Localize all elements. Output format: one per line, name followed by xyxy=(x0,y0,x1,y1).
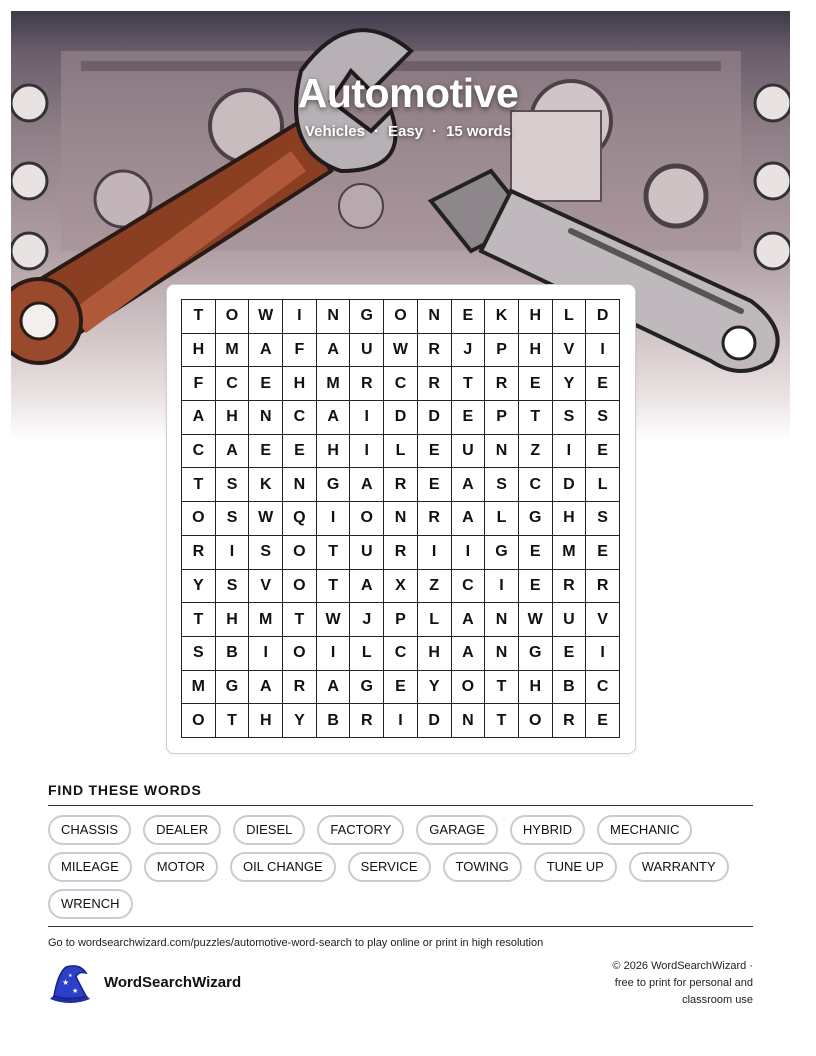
grid-cell[interactable]: N xyxy=(451,704,485,738)
grid-cell[interactable]: E xyxy=(518,535,552,569)
grid-cell[interactable]: G xyxy=(350,670,384,704)
grid-cell[interactable]: K xyxy=(485,300,519,334)
grid-cell[interactable]: E xyxy=(451,300,485,334)
grid-cell[interactable]: L xyxy=(384,434,418,468)
grid-cell[interactable]: M xyxy=(182,670,216,704)
grid-cell[interactable]: C xyxy=(384,636,418,670)
grid-row xyxy=(182,434,620,468)
grid-cell[interactable]: S xyxy=(249,535,283,569)
grid-cell[interactable]: T xyxy=(182,603,216,637)
grid-cell[interactable]: D xyxy=(384,401,418,435)
grid-cell[interactable]: I xyxy=(316,502,350,536)
grid-cell[interactable]: I xyxy=(417,535,451,569)
grid-cell[interactable]: G xyxy=(316,468,350,502)
grid-cell[interactable]: N xyxy=(249,401,283,435)
grid-cell[interactable]: A xyxy=(215,434,249,468)
grid-cell[interactable]: S xyxy=(552,401,586,435)
grid-cell[interactable]: R xyxy=(384,468,418,502)
grid-cell[interactable]: O xyxy=(182,704,216,738)
grid-cell[interactable]: E xyxy=(283,434,317,468)
grid-row xyxy=(182,502,620,536)
grid-cell[interactable]: P xyxy=(485,401,519,435)
grid-cell[interactable]: A xyxy=(451,603,485,637)
divider xyxy=(48,805,753,806)
grid-cell[interactable]: R xyxy=(350,704,384,738)
grid-cell[interactable]: M xyxy=(316,367,350,401)
grid-cell[interactable]: L xyxy=(417,603,451,637)
grid-cell[interactable]: H xyxy=(552,502,586,536)
grid-cell[interactable]: E xyxy=(586,704,620,738)
grid-cell[interactable]: R xyxy=(485,367,519,401)
grid-row xyxy=(182,535,620,569)
grid-cell[interactable]: N xyxy=(485,434,519,468)
copyright-line: classroom use xyxy=(682,994,753,1006)
grid-cell[interactable]: Z xyxy=(417,569,451,603)
grid-cell[interactable]: O xyxy=(518,704,552,738)
grid-cell[interactable]: T xyxy=(182,468,216,502)
word-chip: FACTORY xyxy=(317,815,404,845)
grid-cell[interactable]: S xyxy=(215,502,249,536)
grid-cell[interactable]: T xyxy=(518,401,552,435)
grid-cell[interactable]: D xyxy=(552,468,586,502)
grid-cell[interactable]: O xyxy=(283,535,317,569)
grid-cell[interactable]: V xyxy=(586,603,620,637)
grid-cell[interactable]: Y xyxy=(552,367,586,401)
grid-cell[interactable]: E xyxy=(249,434,283,468)
grid-cell[interactable]: A xyxy=(182,401,216,435)
grid-cell[interactable]: A xyxy=(350,468,384,502)
grid-cell[interactable]: T xyxy=(283,603,317,637)
copyright-line: free to print for personal and xyxy=(614,977,753,989)
word-chip: DIESEL xyxy=(233,815,305,845)
grid-cell[interactable]: H xyxy=(417,636,451,670)
grid-cell[interactable]: R xyxy=(552,704,586,738)
grid-cell[interactable]: E xyxy=(586,535,620,569)
grid-cell[interactable]: A xyxy=(316,670,350,704)
grid-cell[interactable]: R xyxy=(182,535,216,569)
svg-text:★: ★ xyxy=(62,978,70,987)
grid-cell[interactable]: O xyxy=(283,636,317,670)
grid-cell[interactable]: E xyxy=(417,434,451,468)
grid-cell[interactable]: A xyxy=(249,333,283,367)
grid-cell[interactable]: R xyxy=(283,670,317,704)
footer-url-text: Go to wordsearchwizard.com/puzzles/automotive-word-search to play online or print in high resolution xyxy=(48,937,544,949)
word-chip: SERVICE xyxy=(348,852,431,882)
grid-cell[interactable]: R xyxy=(384,535,418,569)
grid-row xyxy=(182,300,620,334)
grid-cell[interactable]: H xyxy=(518,333,552,367)
grid-cell[interactable]: I xyxy=(316,636,350,670)
grid-cell[interactable]: V xyxy=(249,569,283,603)
grid-cell[interactable]: C xyxy=(451,569,485,603)
grid-cell[interactable]: E xyxy=(451,401,485,435)
word-chip: MILEAGE xyxy=(48,852,132,882)
grid-cell[interactable]: C xyxy=(182,434,216,468)
grid-cell[interactable]: T xyxy=(485,704,519,738)
grid-cell[interactable]: B xyxy=(316,704,350,738)
grid-cell[interactable]: W xyxy=(249,300,283,334)
grid-cell[interactable]: E xyxy=(552,636,586,670)
grid-cell[interactable]: N xyxy=(485,636,519,670)
word-chip: CHASSIS xyxy=(48,815,131,845)
grid-cell[interactable]: T xyxy=(451,367,485,401)
grid-cell[interactable]: N xyxy=(384,502,418,536)
word-chip: TUNE UP xyxy=(534,852,617,882)
grid-cell[interactable]: G xyxy=(215,670,249,704)
grid-cell[interactable]: I xyxy=(552,434,586,468)
grid-cell[interactable]: A xyxy=(451,468,485,502)
grid-cell[interactable]: U xyxy=(350,535,384,569)
separator: · xyxy=(432,123,438,140)
grid-cell[interactable]: L xyxy=(350,636,384,670)
grid-cell[interactable]: J xyxy=(451,333,485,367)
grid-cell[interactable]: H xyxy=(182,333,216,367)
grid-cell[interactable]: I xyxy=(451,535,485,569)
grid-cell[interactable]: I xyxy=(586,636,620,670)
grid-cell[interactable]: N xyxy=(283,468,317,502)
svg-text:★: ★ xyxy=(72,987,79,995)
grid-cell[interactable]: U xyxy=(552,603,586,637)
grid-cell[interactable]: O xyxy=(451,670,485,704)
grid-cell[interactable]: E xyxy=(518,367,552,401)
svg-text:★: ★ xyxy=(68,973,73,979)
grid-cell[interactable]: E xyxy=(518,569,552,603)
grid-cell[interactable]: N xyxy=(417,300,451,334)
grid-cell[interactable]: U xyxy=(451,434,485,468)
grid-cell[interactable]: A xyxy=(249,670,283,704)
grid-cell[interactable]: H xyxy=(316,434,350,468)
grid-cell[interactable]: I xyxy=(350,434,384,468)
grid-cell[interactable]: R xyxy=(417,333,451,367)
grid-cell[interactable]: L xyxy=(485,502,519,536)
grid-row xyxy=(182,401,620,435)
grid-cell[interactable]: G xyxy=(485,535,519,569)
grid-cell[interactable]: C xyxy=(518,468,552,502)
grid-cell[interactable]: O xyxy=(283,569,317,603)
grid-cell[interactable]: L xyxy=(586,468,620,502)
grid-cell[interactable]: O xyxy=(350,502,384,536)
grid-cell[interactable]: D xyxy=(417,401,451,435)
grid-cell[interactable]: P xyxy=(485,333,519,367)
grid-cell[interactable]: E xyxy=(417,468,451,502)
grid-row xyxy=(182,670,620,704)
word-chip: MOTOR xyxy=(144,852,218,882)
grid-cell[interactable]: D xyxy=(586,300,620,334)
grid-cell[interactable]: H xyxy=(518,300,552,334)
brand-name: WordSearchWizard xyxy=(104,974,242,991)
grid-cell[interactable]: C xyxy=(586,670,620,704)
grid-cell[interactable]: D xyxy=(417,704,451,738)
copyright-notice xyxy=(553,958,753,1009)
grid-cell[interactable]: R xyxy=(586,569,620,603)
grid-cell[interactable]: C xyxy=(283,401,317,435)
grid-cell[interactable]: I xyxy=(215,535,249,569)
category-label: Vehicles xyxy=(304,123,365,140)
word-count-label: 15 words xyxy=(446,123,512,140)
grid-cell[interactable]: G xyxy=(350,300,384,334)
letter-grid xyxy=(181,299,620,738)
word-chip: WARRANTY xyxy=(629,852,729,882)
grid-cell[interactable]: I xyxy=(384,704,418,738)
grid-row xyxy=(182,636,620,670)
grid-cell[interactable]: I xyxy=(350,401,384,435)
grid-cell[interactable]: S xyxy=(215,468,249,502)
grid-cell[interactable]: E xyxy=(249,367,283,401)
grid-row xyxy=(182,468,620,502)
grid-cell[interactable]: E xyxy=(384,670,418,704)
divider xyxy=(48,926,753,927)
wizard-hat-icon xyxy=(46,963,94,1005)
grid-cell[interactable]: C xyxy=(384,367,418,401)
grid-cell[interactable]: B xyxy=(552,670,586,704)
word-chip: MECHANIC xyxy=(597,815,692,845)
grid-cell[interactable]: R xyxy=(417,502,451,536)
grid-cell[interactable]: S xyxy=(215,569,249,603)
word-chip: HYBRID xyxy=(510,815,585,845)
grid-cell[interactable]: W xyxy=(249,502,283,536)
grid-cell[interactable]: Q xyxy=(283,502,317,536)
grid-cell[interactable]: W xyxy=(316,603,350,637)
grid-cell[interactable]: A xyxy=(316,401,350,435)
grid-cell[interactable]: S xyxy=(182,636,216,670)
grid-cell[interactable]: C xyxy=(215,367,249,401)
grid-cell[interactable]: E xyxy=(586,367,620,401)
separator: · xyxy=(373,123,379,140)
grid-cell[interactable]: A xyxy=(451,502,485,536)
grid-cell[interactable]: H xyxy=(283,367,317,401)
word-chip: GARAGE xyxy=(416,815,498,845)
grid-cell[interactable]: I xyxy=(249,636,283,670)
word-chip: OIL CHANGE xyxy=(230,852,336,882)
grid-cell[interactable]: T xyxy=(182,300,216,334)
grid-cell[interactable]: O xyxy=(215,300,249,334)
word-list-heading: FIND THESE WORDS xyxy=(48,782,202,798)
grid-cell[interactable]: T xyxy=(215,704,249,738)
word-chip: TOWING xyxy=(443,852,522,882)
grid-cell[interactable]: A xyxy=(451,636,485,670)
grid-row xyxy=(182,704,620,738)
grid-cell[interactable]: V xyxy=(552,333,586,367)
grid-cell[interactable]: H xyxy=(215,603,249,637)
grid-cell[interactable]: N xyxy=(485,603,519,637)
grid-row xyxy=(182,603,620,637)
grid-cell[interactable]: I xyxy=(283,300,317,334)
grid-cell[interactable]: U xyxy=(350,333,384,367)
grid-cell[interactable]: T xyxy=(316,535,350,569)
grid-cell[interactable]: G xyxy=(518,502,552,536)
grid-cell[interactable]: S xyxy=(586,401,620,435)
grid-row xyxy=(182,569,620,603)
grid-cell[interactable]: T xyxy=(316,569,350,603)
grid-cell[interactable]: B xyxy=(215,636,249,670)
grid-cell[interactable]: K xyxy=(249,468,283,502)
grid-cell[interactable]: Z xyxy=(518,434,552,468)
grid-cell[interactable]: H xyxy=(518,670,552,704)
grid-cell[interactable]: H xyxy=(249,704,283,738)
grid-cell[interactable]: O xyxy=(384,300,418,334)
grid-cell[interactable]: F xyxy=(182,367,216,401)
page-title: Automotive xyxy=(297,70,519,116)
difficulty-label: Easy xyxy=(387,123,424,140)
grid-cell[interactable]: I xyxy=(586,333,620,367)
word-chip: DEALER xyxy=(143,815,221,845)
grid-cell[interactable]: S xyxy=(586,502,620,536)
grid-cell[interactable]: R xyxy=(350,367,384,401)
grid-cell[interactable]: W xyxy=(384,333,418,367)
grid-cell[interactable]: M xyxy=(249,603,283,637)
grid-cell[interactable]: Y xyxy=(283,704,317,738)
grid-cell[interactable]: A xyxy=(350,569,384,603)
grid-cell[interactable]: R xyxy=(552,569,586,603)
grid-cell[interactable]: H xyxy=(215,401,249,435)
grid-cell[interactable]: O xyxy=(182,502,216,536)
grid-cell[interactable]: X xyxy=(384,569,418,603)
grid-cell[interactable]: J xyxy=(350,603,384,637)
grid-row xyxy=(182,333,620,367)
grid-cell[interactable]: G xyxy=(518,636,552,670)
grid-cell[interactable]: E xyxy=(586,434,620,468)
grid-cell[interactable]: F xyxy=(283,333,317,367)
word-list xyxy=(48,815,758,919)
grid-cell[interactable]: W xyxy=(518,603,552,637)
grid-cell[interactable]: S xyxy=(485,468,519,502)
word-chip: WRENCH xyxy=(48,889,133,919)
grid-cell[interactable]: Y xyxy=(417,670,451,704)
grid-cell[interactable]: P xyxy=(384,603,418,637)
grid-cell[interactable]: M xyxy=(215,333,249,367)
grid-row xyxy=(182,367,620,401)
grid-cell[interactable]: I xyxy=(485,569,519,603)
grid-cell[interactable]: L xyxy=(552,300,586,334)
grid-cell[interactable]: M xyxy=(552,535,586,569)
grid-cell[interactable]: Y xyxy=(182,569,216,603)
puzzle-meta xyxy=(0,123,816,140)
grid-cell[interactable]: T xyxy=(485,670,519,704)
grid-cell[interactable]: R xyxy=(417,367,451,401)
grid-cell[interactable]: N xyxy=(316,300,350,334)
copyright-line: © 2026 WordSearchWizard · xyxy=(612,960,753,972)
grid-cell[interactable]: A xyxy=(316,333,350,367)
